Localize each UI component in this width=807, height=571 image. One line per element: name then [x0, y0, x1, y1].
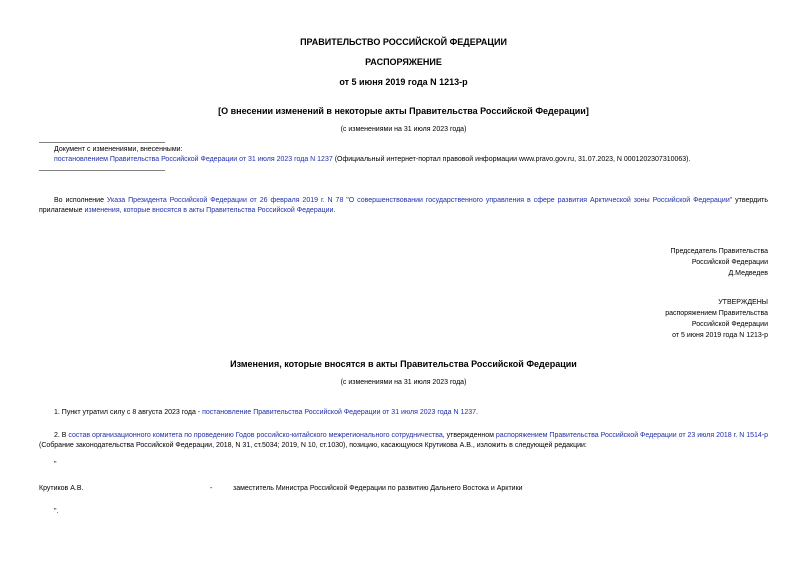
approved-line-3: Российской Федерации	[691, 321, 768, 328]
approved-heading: УТВЕРЖДЕНЫ	[718, 299, 768, 306]
item1-decree-link[interactable]: постановление Правительства Российской Федерации от 31 июля 2023 года N 1237	[202, 409, 477, 416]
annex-item-1	[54, 408, 774, 418]
item1-suffix: .	[476, 409, 478, 416]
approved-block	[665, 297, 768, 341]
item1-prefix: 1. Пункт утратил силу с 8 августа 2023 года -	[54, 409, 203, 416]
signature-position-2: Российской Федерации	[691, 259, 768, 266]
item2-suffix: (Собрание законодательства Российской Федерации, 2018, N 31, ст.5034; 2019, N 10, ст.1030), позицию, касающуюся Крутикова А.В., изложить в следующей редакции:	[39, 442, 587, 449]
approved-line-4: от 5 июня 2019 года N 1213-р	[672, 332, 768, 339]
quote-close: ".	[54, 508, 59, 515]
quote-open: "	[54, 461, 57, 468]
changes-intro: Документ с изменениями, внесенными:	[54, 146, 183, 153]
edition-note: (с изменениями на 31 июля 2023 года)	[340, 126, 467, 133]
amending-decree-link[interactable]: постановлением Правительства Российской Федерации от 31 июля 2023 года N 1237	[54, 156, 333, 163]
item2-prefix: 2. В	[54, 432, 69, 439]
amending-decree-source: (Официальный интернет-портал правовой информации www.pravo.gov.ru, 31.07.2023, N 0001202307310063).	[332, 156, 691, 163]
changes-top-rule	[39, 142, 165, 143]
person-role: заместитель Министра Российской Федерации по развитию Дальнего Востока и Арктики	[233, 485, 523, 492]
document-title: [О внесении изменений в некоторые акты Правительства Российской Федерации]	[218, 106, 589, 116]
person-dash: -	[210, 485, 213, 492]
body-middle: утвердить прилагаемые	[39, 197, 769, 214]
item2-middle: , утвержденном	[442, 432, 496, 439]
changes-bottom-rule	[39, 170, 165, 171]
annex-item-2	[39, 431, 768, 451]
signature-position: Председатель Правительства	[670, 248, 768, 255]
body-paragraph	[39, 196, 768, 216]
government-name: ПРАВИТЕЛЬСТВО РОССИЙСКОЙ ФЕДЕРАЦИИ	[300, 37, 507, 47]
person-name: Крутиков А.В.	[39, 485, 84, 492]
annex-title: Изменения, которые вносятся в акты Правительства Российской Федерации	[230, 359, 577, 369]
signature-block	[671, 246, 768, 279]
presidential-decree-link[interactable]: Указа Президента Российской Федерации от 26 февраля 2019 г. N 78 "О совершенствовании государственного управления в сфере развития Арктической зоны Российской Федерации"	[106, 197, 733, 204]
changes-list	[54, 155, 784, 165]
document-type: РАСПОРЯЖЕНИЕ	[365, 57, 442, 67]
approved-line-2: распоряжением Правительства	[665, 310, 768, 317]
signature-name: Д.Медведев	[728, 270, 768, 277]
body-suffix: .	[333, 207, 336, 214]
body-prefix: Во исполнение	[54, 197, 107, 204]
document-date-number: от 5 июня 2019 года N 1213-р	[339, 77, 468, 87]
order-1514-link[interactable]: распоряжением Правительства Российской Федерации от 23 июля 2018 г. N 1514-р	[495, 432, 768, 439]
committee-composition-link[interactable]: состав организационного комитета по проведению Годов российско-китайского межрегионального сотрудничества	[68, 432, 443, 439]
changes-annex-link[interactable]: изменения, которые вносятся в акты Правительства Российской Федерации	[84, 207, 334, 214]
annex-edition-note: (с изменениями на 31 июля 2023 года)	[340, 379, 467, 386]
